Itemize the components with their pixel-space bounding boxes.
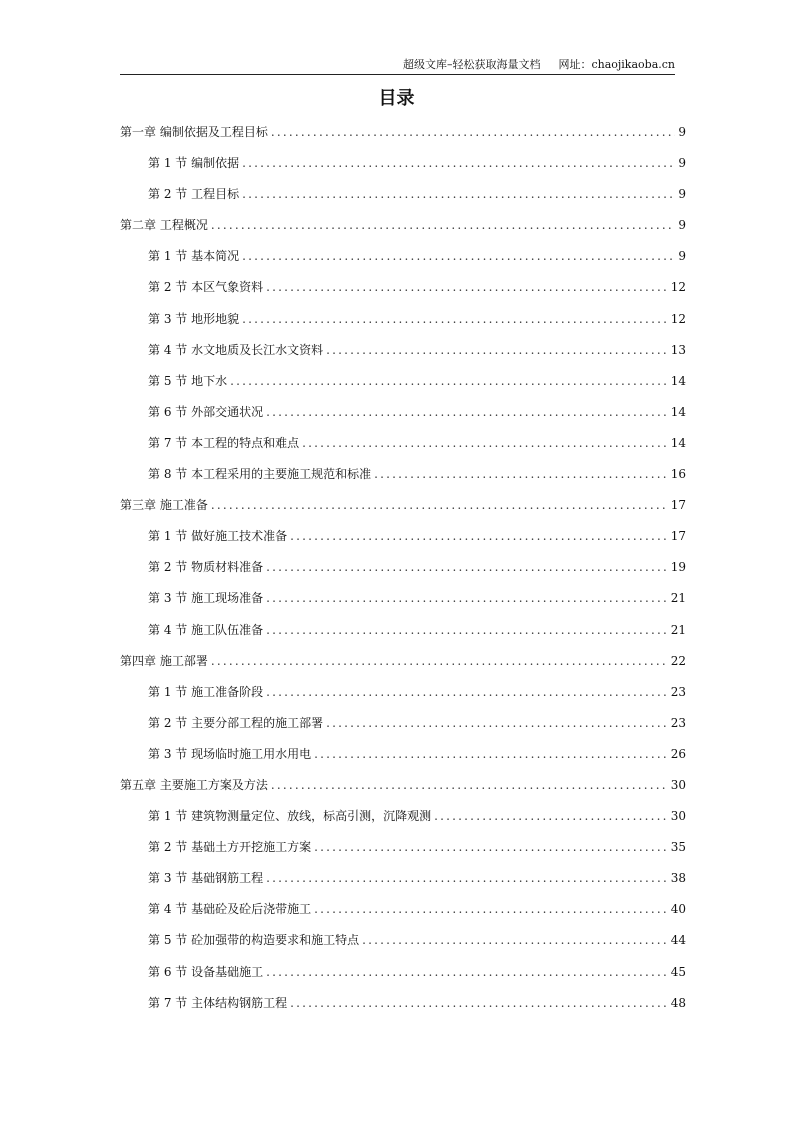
toc-leader-dots	[266, 397, 668, 428]
page-header	[120, 56, 675, 75]
toc-leader-dots	[266, 552, 668, 583]
toc-entry-label: 第 1 节 施工准备阶段	[148, 684, 264, 699]
toc-page-number: 9	[678, 187, 686, 202]
toc-leader-dots	[314, 894, 668, 925]
toc-entry-label: 第四章 施工部署	[120, 653, 208, 668]
toc-chapter-entry[interactable]	[120, 646, 686, 677]
toc-page-number: 21	[670, 622, 686, 637]
toc-page-number: 17	[670, 529, 686, 544]
toc-leader-dots	[242, 148, 675, 179]
toc-entry-label: 第 5 节 砼加强带的构造要求和施工特点	[148, 933, 360, 948]
toc-page-number: 35	[670, 840, 686, 855]
toc-page-number: 9	[678, 218, 686, 233]
page-title: 目录	[378, 88, 415, 109]
toc-leader-dots	[266, 583, 668, 614]
toc-entry-label: 第 5 节 地下水	[148, 373, 228, 388]
toc-page-number: 22	[670, 653, 686, 668]
toc-section-entry[interactable]	[120, 925, 686, 956]
toc-section-entry[interactable]	[120, 335, 686, 366]
toc-leader-dots	[266, 615, 668, 646]
toc-leader-dots	[326, 708, 668, 739]
toc-entry-label: 第 3 节 地形地貌	[148, 311, 240, 326]
toc-entry-label: 第 7 节 本工程的特点和难点	[148, 435, 300, 450]
toc-entry-label: 第 4 节 施工队伍准备	[148, 622, 264, 637]
toc-section-entry[interactable]	[120, 832, 686, 863]
toc-page-number: 9	[678, 125, 686, 139]
toc-entry-label: 第 1 节 做好施工技术准备	[148, 529, 288, 544]
toc-section-entry[interactable]	[120, 739, 686, 770]
toc-section-entry[interactable]	[120, 988, 686, 1019]
toc-page-number: 30	[670, 777, 686, 792]
header-url: 网址：chaojikaoba.cn	[558, 58, 675, 71]
toc-chapter-entry[interactable]	[120, 490, 686, 521]
toc-leader-dots	[374, 459, 668, 490]
toc-page-number: 23	[670, 684, 686, 699]
toc-page-number: 48	[670, 995, 686, 1010]
toc-section-entry[interactable]	[120, 521, 686, 552]
toc-entry-label: 第 2 节 基础土方开挖施工方案	[148, 840, 312, 855]
toc-page-number: 23	[670, 715, 686, 730]
toc-page-number: 16	[670, 467, 686, 482]
toc-leader-dots	[434, 801, 668, 832]
toc-entry-label: 第三章 施工准备	[120, 498, 208, 513]
toc-page-number: 17	[670, 498, 686, 513]
toc-page-number: 9	[678, 156, 686, 171]
header-text: 超级文库–轻松获取海量文档	[402, 58, 541, 71]
toc-leader-dots	[314, 832, 668, 863]
toc-entry-label: 第 1 节 建筑物测量定位、放线，标高引测，沉降观测	[148, 809, 432, 824]
toc-page-number: 26	[670, 746, 686, 761]
toc-entry-label: 第 3 节 施工现场准备	[148, 591, 264, 606]
toc-page-number: 14	[670, 435, 686, 450]
toc-entry-label: 第 6 节 外部交通状况	[148, 404, 264, 419]
toc-page-number: 40	[670, 902, 686, 917]
toc-section-entry[interactable]	[120, 552, 686, 583]
toc-leader-dots	[242, 304, 668, 335]
toc-leader-dots	[266, 957, 668, 988]
toc-leader-dots	[314, 739, 668, 770]
toc-leader-dots	[290, 988, 668, 1019]
toc-page-number: 30	[670, 809, 686, 824]
toc-leader-dots	[242, 241, 675, 272]
toc-section-entry[interactable]	[120, 677, 686, 708]
toc-leader-dots	[290, 521, 668, 552]
toc-leader-dots	[266, 863, 668, 894]
toc-page-number: 19	[670, 560, 686, 575]
toc-page-number: 14	[670, 373, 686, 388]
toc-entry-label: 第 8 节 本工程采用的主要施工规范和标准	[148, 467, 372, 482]
toc-section-entry[interactable]	[120, 148, 686, 179]
toc-entry-label: 第 3 节 现场临时施工用水用电	[148, 746, 312, 761]
toc-section-entry[interactable]	[120, 957, 686, 988]
toc-leader-dots	[211, 490, 668, 521]
toc-page-number: 9	[678, 249, 686, 264]
toc-leader-dots	[211, 210, 676, 241]
toc-entry-label: 第 7 节 主体结构钢筋工程	[148, 995, 288, 1010]
toc-page-number: 21	[670, 591, 686, 606]
toc-section-entry[interactable]	[120, 241, 686, 272]
toc-entry-label: 第 4 节 基础砼及砼后浇带施工	[148, 902, 312, 917]
toc-page-number: 13	[670, 342, 686, 357]
toc-leader-dots	[230, 366, 668, 397]
toc-entry-label: 第 6 节 设备基础施工	[148, 964, 264, 979]
toc-section-entry[interactable]	[120, 272, 686, 303]
toc-leader-dots	[302, 428, 668, 459]
toc-leader-dots	[362, 925, 668, 956]
toc-chapter-entry[interactable]	[120, 770, 686, 801]
toc-section-entry[interactable]	[120, 708, 686, 739]
toc-section-entry[interactable]	[120, 397, 686, 428]
toc-entry-label: 第 2 节 本区气象资料	[148, 280, 264, 295]
toc-section-entry[interactable]	[120, 894, 686, 925]
toc-chapter-entry[interactable]	[120, 117, 686, 148]
toc-page-number: 14	[670, 404, 686, 419]
toc-entry-label: 第 2 节 工程目标	[148, 187, 240, 202]
toc-entry-label: 第 1 节 基本简况	[148, 249, 240, 264]
toc-section-entry[interactable]	[120, 615, 686, 646]
toc-entry-label: 第五章 主要施工方案及方法	[120, 777, 268, 792]
toc-page-number: 45	[670, 964, 686, 979]
toc-entry-label: 第 1 节 编制依据	[148, 156, 240, 171]
toc-page-number: 38	[670, 871, 686, 886]
toc-leader-dots	[266, 677, 668, 708]
table-of-contents	[120, 117, 686, 1019]
toc-section-entry[interactable]	[120, 304, 686, 335]
toc-section-entry[interactable]	[120, 179, 686, 210]
toc-entry-label: 第 4 节 水文地质及长江水文资料	[148, 342, 324, 357]
toc-section-entry[interactable]	[120, 583, 686, 614]
toc-leader-dots	[271, 770, 668, 801]
toc-page-number: 44	[670, 933, 686, 948]
toc-leader-dots	[242, 179, 675, 210]
toc-section-entry[interactable]	[120, 366, 686, 397]
toc-leader-dots	[326, 335, 668, 366]
toc-entry-label: 第 2 节 物质材料准备	[148, 560, 264, 575]
toc-leader-dots	[271, 117, 676, 148]
toc-section-entry[interactable]	[120, 459, 686, 490]
toc-leader-dots	[211, 646, 668, 677]
toc-section-entry[interactable]	[120, 801, 686, 832]
toc-leader-dots	[266, 272, 668, 303]
toc-section-entry[interactable]	[120, 863, 686, 894]
toc-entry-label: 第 3 节 基础钢筋工程	[148, 871, 264, 886]
toc-page-number: 12	[670, 311, 686, 326]
toc-chapter-entry[interactable]	[120, 210, 686, 241]
toc-entry-label: 第二章 工程概况	[120, 218, 208, 233]
toc-entry-label: 第 2 节 主要分部工程的施工部署	[148, 715, 324, 730]
toc-section-entry[interactable]	[120, 428, 686, 459]
toc-entry-label: 第一章 编制依据及工程目标	[120, 125, 268, 139]
toc-page-number: 12	[670, 280, 686, 295]
